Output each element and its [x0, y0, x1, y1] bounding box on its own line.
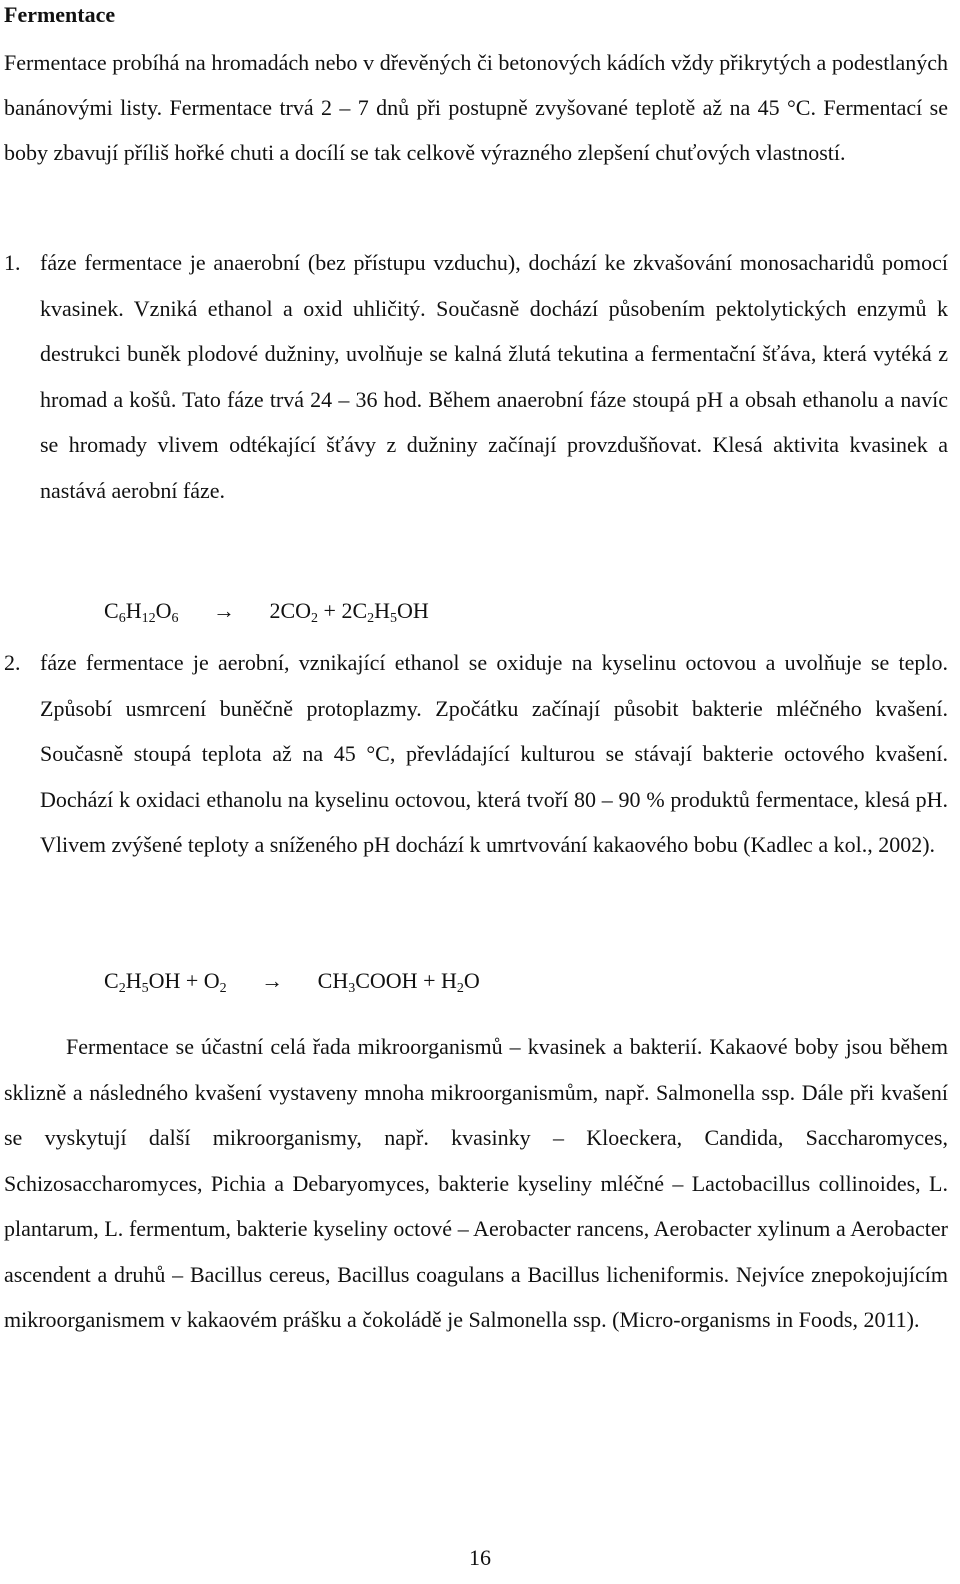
phase2-text: fáze fermentace je aerobní, vznikající ethanol se oxiduje na kyselinu octovou a uvolňuje se teplo. Způsobí usmrcení buněčně protoplazmy. Zpočátku začínají působit bakterie mléčného kvašení. Současně stoupá teplota až na 45 °C, převládající kulturou se stávají bakterie octového kvašení. Dochází k oxidaci ethanolu na kyselinu octovou, která tvoří 80 – 90 % produktů fermentace, klesá pH. Vlivem zvýšené teploty a sníženého pH dochází k umrtvování kakaového bobu (Kadlec a kol., 2002). — [40, 650, 948, 858]
eq2-ch-sub: 3 — [348, 981, 356, 996]
microorganisms-paragraph: Fermentace se účastní celá řada mikroorganismů – kvasinek a bakterií. Kakaové boby jsou během sklizně a následného kvašení vystaveny mnoha mikroorganismům, např. Salmonella ssp. Dále při kvašení se vyskytují další mikroorganismy, např. kvasinky – Kloeckera, Candida, Saccharomyces, Schizosaccharomyces, Pichia a Debaryomyces, bakterie kyseliny mléčné – Lactobacillus collinoides, L. plantarum, L. fermentum, bakterie kyseliny octové – Aerobacter rancens, Aerobacter xylinum a Aerobacter ascendent a druhů – Bacillus cereus, Bacillus coagulans a Bacillus licheniformis. Nejvíce znepokojujícím mikroorganismem v kakaovém prášku a čokoládě je Salmonella ssp. (Micro-organisms in Foods, 2011). — [4, 1034, 948, 1332]
eq1-ethanol-c: 2C — [341, 598, 368, 623]
eq1-o-sub: 6 — [171, 611, 179, 626]
phase2-item — [4, 640, 948, 868]
phase1-text: fáze fermentace je anaerobní (bez přístupu vzduchu), dochází ke zkvašování monosacharidů pomocí kvasinek. Vzniká ethanol a oxid uhličitý. Současně dochází působením pektolytických enzymů k destrukci buněk plodové dužniny, uvolňuje se kalná žlutá tekutina a fermentační šťáva, která vytéká z hromad a košů. Tato fáze trvá 24 – 36 hod. Během anaerobní fáze stoupá pH a obsah ethanolu a navíc se hromady vlivem odtékající šťávy z dužniny začínají provzdušňovat. Klesá aktivita kvasinek a nastává aerobní fáze. — [40, 250, 948, 503]
eq2-cooh: COOH — [355, 968, 418, 993]
eq2-arrow-icon: → — [261, 968, 284, 993]
eq1-ethanol-h: H — [374, 598, 391, 623]
phase1-number: 1. — [4, 250, 21, 275]
eq1-ethanol-h-sub: 5 — [390, 611, 398, 626]
eq1-co2: 2CO — [269, 598, 312, 623]
eq2-oh: OH — [148, 968, 181, 993]
eq1-h-sub: 12 — [141, 611, 156, 626]
eq1-c-sub: 6 — [118, 611, 126, 626]
eq1-ethanol-oh: OH — [397, 598, 429, 623]
eq2-plus1: + — [180, 968, 204, 993]
eq1-c: C — [104, 598, 119, 623]
phase1-item — [4, 240, 948, 514]
eq2-water-o: O — [463, 968, 480, 993]
intro-paragraph: Fermentace probíhá na hromadách nebo v dřevěných či betonových kádích vždy přikrytých a podestlaných banánovými listy. Fermentace trvá 2 – 7 dnů při postupně zvyšované teplotě až na 45 °C. Fermentací se boby zbavují příliš hořké chuti a docílí se tak celkově výrazného zlepšení chuťových vlastností. — [4, 50, 948, 165]
equation-oxidation — [104, 966, 480, 996]
phase2-number: 2. — [4, 650, 21, 675]
eq1-ethanol-c-sub: 2 — [367, 611, 375, 626]
eq2-ch: CH — [317, 968, 349, 993]
eq2-o-sub: 2 — [219, 981, 227, 996]
eq1-o: O — [155, 598, 172, 623]
eq1-co2-sub: 2 — [311, 611, 319, 626]
eq1-arrow-icon: → — [212, 598, 235, 623]
eq1-plus: + — [318, 598, 342, 623]
eq2-h: H — [125, 968, 142, 993]
eq2-c: C — [104, 968, 119, 993]
eq1-h: H — [125, 598, 142, 623]
eq2-c-sub: 2 — [118, 981, 126, 996]
eq2-h-sub: 5 — [141, 981, 149, 996]
eq2-o: O — [203, 968, 220, 993]
page-number: 16 — [469, 1545, 491, 1570]
eq2-plus2: + — [417, 968, 441, 993]
equation-fermentation — [104, 596, 429, 626]
eq2-water-h: H — [441, 968, 457, 993]
eq2-water-h-sub: 2 — [456, 981, 464, 996]
section-heading: Fermentace — [4, 2, 116, 27]
